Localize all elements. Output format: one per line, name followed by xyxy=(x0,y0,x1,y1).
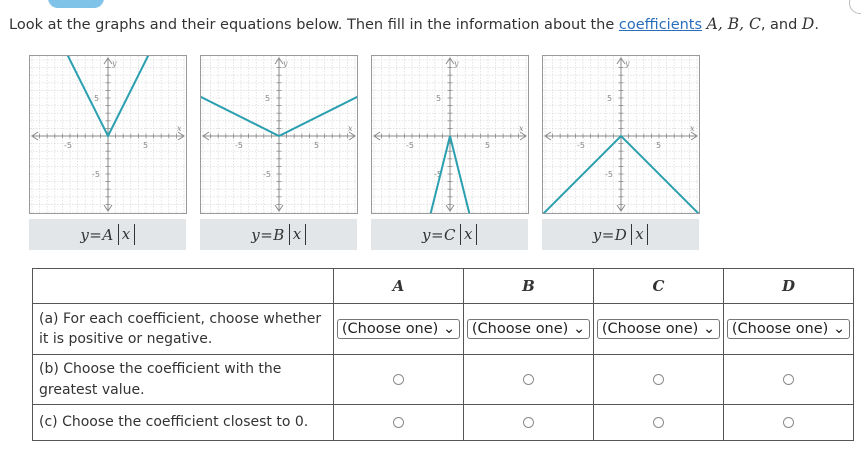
y-axis-label: y xyxy=(112,59,117,68)
cell-closest-a xyxy=(334,405,464,441)
graph-d xyxy=(542,55,700,214)
x-tick-label-pos: 5 xyxy=(314,141,320,150)
cell-greatest-b xyxy=(464,355,594,405)
x-tick-label-neg: -5 xyxy=(64,141,72,150)
select-sign-c-value: (Choose one) xyxy=(601,321,699,337)
graph-a-svg xyxy=(30,56,186,213)
table-row-sign xyxy=(33,304,854,355)
chevron-down-icon: ⌄ xyxy=(702,321,716,337)
radio-closest-d[interactable] xyxy=(783,417,794,428)
x-axis-label: x xyxy=(177,124,182,133)
graph-b-svg xyxy=(201,56,357,213)
table-header-row xyxy=(33,269,854,304)
radio-closest-b[interactable] xyxy=(523,417,534,428)
cell-sign-d xyxy=(724,304,854,355)
radio-closest-c[interactable] xyxy=(653,417,664,428)
x-axis-label: x xyxy=(348,124,353,133)
y-tick-label-pos: 5 xyxy=(607,94,613,103)
select-sign-b[interactable] xyxy=(467,319,590,339)
y-tick-label-neg: -5 xyxy=(263,170,271,179)
instructions-period: . xyxy=(814,17,819,33)
cell-sign-a xyxy=(334,304,464,355)
equation-a xyxy=(29,219,186,250)
cell-sign-c xyxy=(594,304,724,355)
equation-d xyxy=(542,219,699,250)
y-tick-label-neg: -5 xyxy=(92,170,100,179)
graph-c xyxy=(371,55,529,214)
y-tick-label-neg: -5 xyxy=(434,170,442,179)
row-label-greatest: (b) Choose the coefficient with the greatest value. xyxy=(33,355,334,405)
side-circle-button[interactable] xyxy=(849,0,861,14)
instructions-and: , and xyxy=(760,17,802,33)
cell-greatest-c xyxy=(594,355,724,405)
select-sign-b-value: (Choose one) xyxy=(471,321,569,337)
last-var: D xyxy=(801,15,815,33)
cell-closest-b xyxy=(464,405,594,441)
equation-b-abs: x xyxy=(289,224,306,246)
select-sign-d-value: (Choose one) xyxy=(731,321,829,337)
radio-greatest-a[interactable] xyxy=(393,374,404,385)
graph-b xyxy=(200,55,358,214)
radio-greatest-b[interactable] xyxy=(523,374,534,385)
coefficients-link[interactable]: coefficients xyxy=(618,17,703,33)
x-tick-label-neg: -5 xyxy=(577,141,585,150)
select-sign-a-value: (Choose one) xyxy=(341,321,439,337)
radio-greatest-c[interactable] xyxy=(653,374,664,385)
radio-closest-a[interactable] xyxy=(393,417,404,428)
y-tick-label-pos: 5 xyxy=(436,94,442,103)
x-tick-label-neg: -5 xyxy=(406,141,414,150)
radio-greatest-d[interactable] xyxy=(783,374,794,385)
x-axis-label: x xyxy=(519,124,524,133)
chevron-down-icon: ⌄ xyxy=(442,321,456,337)
y-tick-label-neg: -5 xyxy=(605,170,613,179)
chevron-down-icon: ⌄ xyxy=(832,321,846,337)
cell-greatest-a xyxy=(334,355,464,405)
equation-c-abs: x xyxy=(460,224,477,246)
select-sign-c[interactable] xyxy=(597,319,720,339)
header-b: B xyxy=(464,269,594,304)
select-sign-a[interactable] xyxy=(337,319,460,339)
header-a: A xyxy=(334,269,464,304)
equation-a-abs: x xyxy=(118,224,135,246)
table-row-closest xyxy=(33,405,854,441)
equation-d-lhs: y=D xyxy=(592,225,628,244)
graph-c-svg xyxy=(372,56,528,213)
cell-closest-c xyxy=(594,405,724,441)
graph-a xyxy=(29,55,187,214)
graph-d-svg xyxy=(543,56,699,213)
y-axis-label: y xyxy=(625,59,630,68)
x-axis-label: x xyxy=(690,124,695,133)
x-tick-label-neg: -5 xyxy=(235,141,243,150)
y-tick-label-pos: 5 xyxy=(265,94,271,103)
vars-list: A, B, C xyxy=(706,15,761,33)
equation-c-lhs: y=C xyxy=(422,225,457,244)
equation-b xyxy=(200,219,357,250)
instructions-text: Look at the graphs and their equations below. Then fill in the information about the xyxy=(9,17,619,33)
cell-greatest-d xyxy=(724,355,854,405)
equation-a-lhs: y=A xyxy=(80,225,114,244)
equation-b-lhs: y=B xyxy=(251,225,285,244)
row-label-closest: (c) Choose the coefficient closest to 0. xyxy=(33,405,334,441)
top-tab[interactable] xyxy=(48,0,104,8)
y-axis-label: y xyxy=(454,59,459,68)
x-tick-label-pos: 5 xyxy=(143,141,149,150)
answer-table xyxy=(32,268,854,441)
x-tick-label-pos: 5 xyxy=(485,141,491,150)
table-corner xyxy=(33,269,334,304)
table-row-greatest xyxy=(33,355,854,405)
chevron-down-icon: ⌄ xyxy=(572,321,586,337)
select-sign-d[interactable] xyxy=(727,319,850,339)
header-c: C xyxy=(594,269,724,304)
y-axis-label: y xyxy=(283,59,288,68)
cell-sign-b xyxy=(464,304,594,355)
equation-d-abs: x xyxy=(631,224,648,246)
equation-c xyxy=(371,219,528,250)
y-tick-label-pos: 5 xyxy=(94,94,100,103)
row-label-sign: (a) For each coefficient, choose whether it is positive or negative. xyxy=(33,304,334,355)
header-d: D xyxy=(724,269,854,304)
instructions xyxy=(9,15,819,33)
x-tick-label-pos: 5 xyxy=(656,141,662,150)
cell-closest-d xyxy=(724,405,854,441)
